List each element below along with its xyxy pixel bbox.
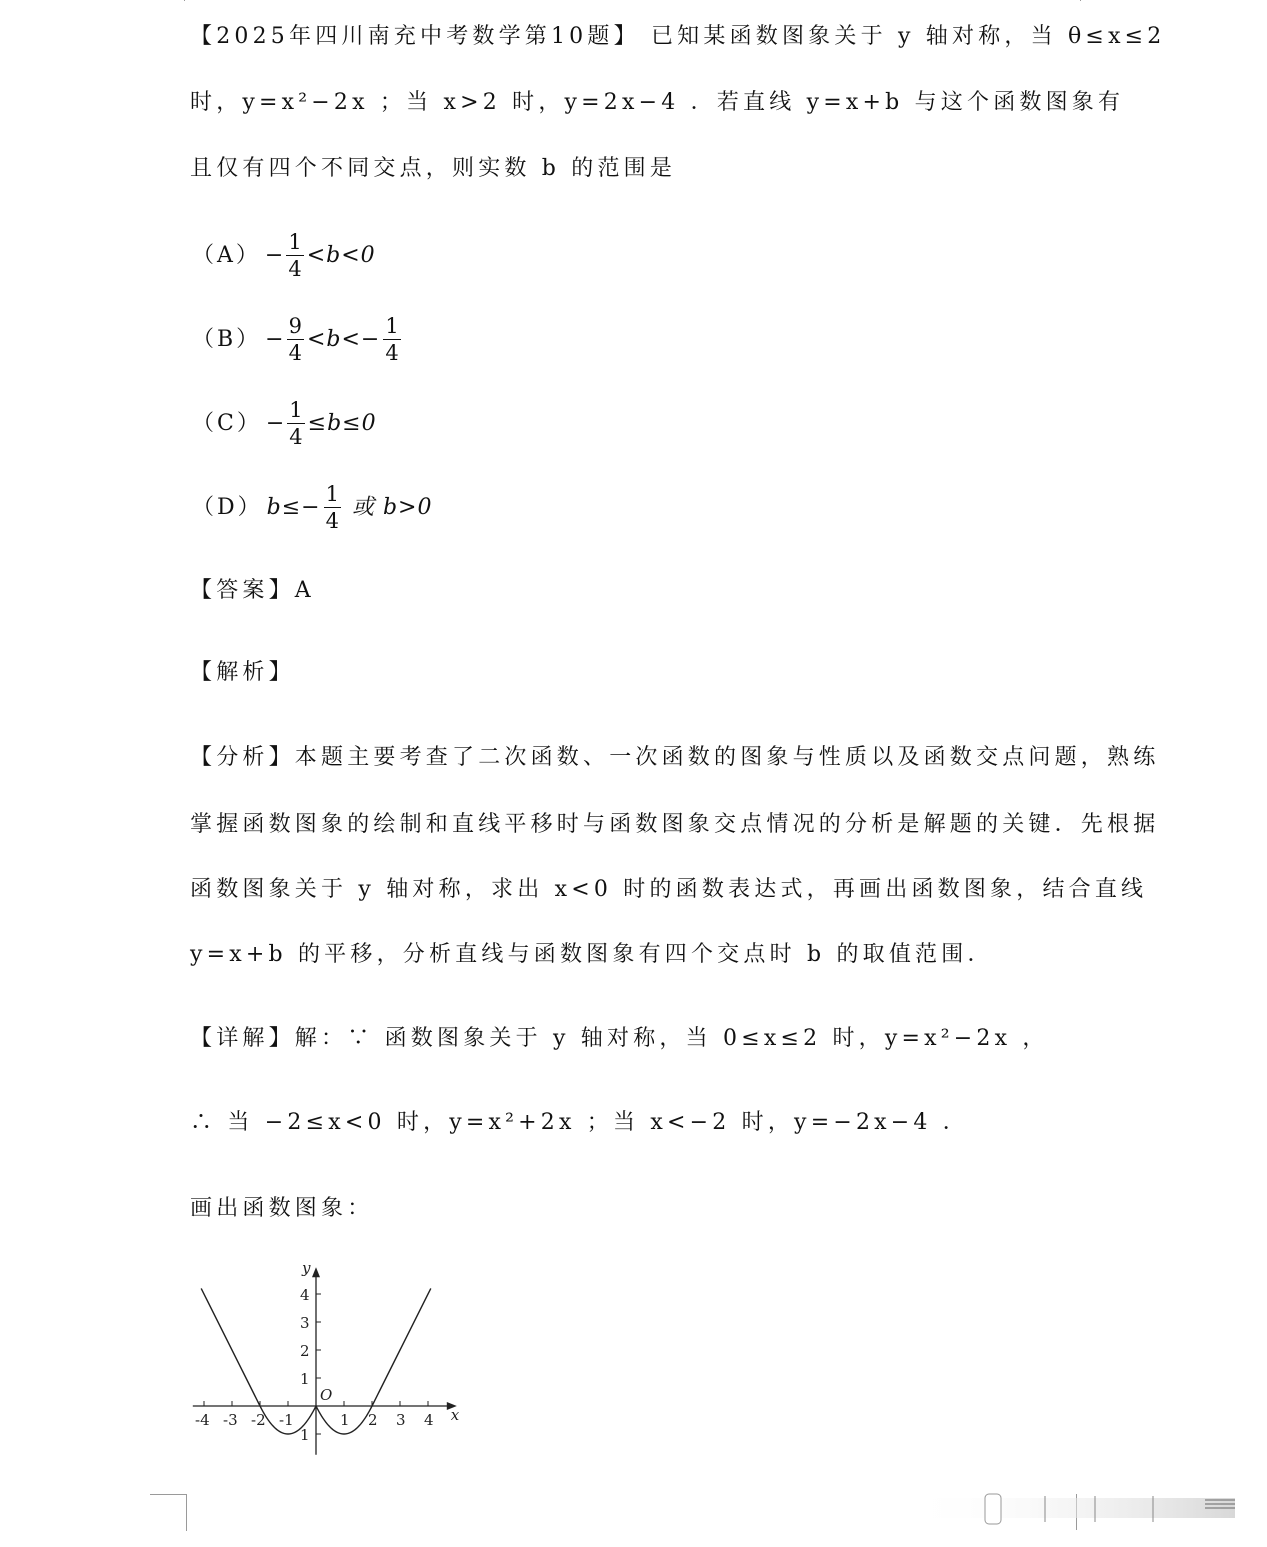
x-tick-label: -1 xyxy=(279,1411,294,1429)
fraction: $\frac{1}{4}$ xyxy=(288,230,302,281)
question-line-1: 【2025年四川南充中考数学第10题】 已知某函数图象关于 y 轴对称，当 θ≤x≤2 xyxy=(190,24,1166,49)
option-d[interactable]: （D） b≤− $\frac{1}{4}$ 或 b>0 xyxy=(192,482,433,533)
option-a[interactable]: （A） − $\frac{1}{4}$ <b<0 xyxy=(192,230,376,281)
y-tick-label: 4 xyxy=(300,1286,310,1304)
fraction: $\frac{1}{4}$ xyxy=(385,314,399,365)
option-c[interactable]: （C） − $\frac{1}{4}$ ≤b≤0 xyxy=(192,398,377,449)
y-axis-label: y xyxy=(302,1259,311,1278)
y-tick-label: 1 xyxy=(300,1426,310,1444)
x-tick-label: 1 xyxy=(340,1411,350,1429)
origin-label: O xyxy=(320,1386,333,1404)
scroll-track[interactable] xyxy=(905,1498,1235,1518)
series-left-line xyxy=(201,1288,260,1406)
x-axis-label: x xyxy=(450,1406,460,1424)
analysis-line-1: 【分析】本题主要考查了二次函数、一次函数的图象与性质以及函数交点问题，熟练 xyxy=(190,745,1160,770)
y-tick-label: 1 xyxy=(300,1370,310,1388)
x-tick-label: -3 xyxy=(223,1411,238,1429)
option-b[interactable]: （B） − $\frac{9}{4}$ <b<− $\frac{1}{4}$ xyxy=(192,314,399,365)
scroll-thumb[interactable] xyxy=(985,1494,1001,1524)
series-right-line xyxy=(372,1288,431,1406)
crop-mark-top-right xyxy=(1080,0,1117,1)
x-tick-label: 3 xyxy=(396,1411,406,1429)
x-tick-label: -2 xyxy=(251,1411,266,1429)
fraction: $\frac{1}{4}$ xyxy=(325,482,339,533)
crop-mark-bottom-left xyxy=(150,1494,187,1531)
analysis-header: 【解析】 xyxy=(190,660,295,685)
detail-line-2: ∴ 当 −2≤x<0 时，y=x²+2x ；当 x<−2 时，y=−2x−4 ． xyxy=(190,1110,969,1135)
y-tick-label: 2 xyxy=(300,1342,310,1360)
analysis-line-4: y=x+b 的平移，分析直线与函数图象有四个交点时 b 的取值范围． xyxy=(190,942,994,967)
scroll-indicator xyxy=(905,1490,1245,1530)
answer: 【答案】A xyxy=(190,578,315,603)
question-line-3: 且仅有四个不同交点，则实数 b 的范围是 xyxy=(190,156,677,181)
x-tick-label: 4 xyxy=(424,1411,434,1429)
x-tick-label: 2 xyxy=(368,1411,378,1429)
analysis-line-3: 函数图象关于 y 轴对称，求出 x<0 时的函数表达式，再画出函数图象，结合直线 xyxy=(190,877,1148,902)
y-axis-arrow xyxy=(312,1267,320,1277)
fraction: $\frac{9}{4}$ xyxy=(288,314,302,365)
detail-line-3: 画出函数图象： xyxy=(190,1196,374,1221)
analysis-line-2: 掌握函数图象的绘制和直线平移时与函数图象交点情况的分析是解题的关键．先根据 xyxy=(190,812,1160,837)
y-tick-label: 3 xyxy=(300,1314,310,1332)
question-line-2: 时，y=x²−2x ；当 x>2 时，y=2x−4 ．若直线 y=x+b 与这个函数图象有 xyxy=(190,90,1125,115)
x-tick-label: -4 xyxy=(195,1411,210,1429)
detail-line-1: 【详解】解：∵ 函数图象关于 y 轴对称，当 0≤x≤2 时，y=x²−2x ， xyxy=(190,1026,1049,1051)
fraction: $\frac{1}{4}$ xyxy=(289,398,303,449)
crop-mark-top-left xyxy=(148,0,185,1)
function-graph xyxy=(186,1258,466,1458)
